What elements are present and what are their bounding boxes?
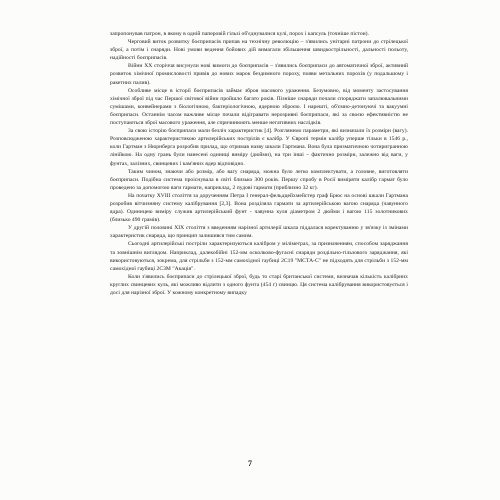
paragraph: Коли з'явились боєприпаси до стрілецької зброї, будь то старі британської системи, визначав кількість калібрних круглих свинцевих куль, які можливо відлити з одного фунта (454 г) свинцю. Ця система калібрування використовується і досі для нарізної зброї. У кожному конкретному випадку: [110, 273, 408, 296]
paragraph: Черговий виток розвитку боєприпасів припав на технічну революцію – з'явились унітарні патрони до стрілецької зброї, а потім і снаряди. Нові умови ведення бойових дій вимагали збільшення швидкострільності, дальності польоту, надійності боєприпасів.: [110, 39, 408, 62]
paragraph: У другій половині XIX століття з введенням нарізної артилерії шкала піддалася коректуванню у зв'язку із змінами характеристик снаряда, що принцип залишився тим самим.: [110, 225, 408, 240]
paragraph: Сьогодні артилерійські постріли характеризуються калібром у міліметрах, за призначенням, способом заряджання та зовнішнім виглядом. Наприклад, далекобійні 152-мм осколково-фугасні снаряди роздільно-гільзового заряджання, які використовуються, зокрема, для стрільби з 152-мм самохідної гаубиці 2С19 "МСТА-С" не підходять для стрільби з 152-мм самохідної гаубиці 2С3М "Акація".: [110, 241, 408, 272]
page-number: 7: [248, 459, 252, 468]
paragraph: запропонував патрон, в якому в одній паперовій гільзі об'єднувалися кулі, порох і капсуль (точніше пістон).: [110, 31, 369, 37]
body-text: [110, 30, 408, 297]
paragraph: За свою історію боєприпаси мали безліч характеристик [4]. Розглянемо параметри, які визначали їх розміри (вагу). Розповсюдженою характеристикою артилерійських пострілів є калібр. У Європі термін калібр уперше тільки в 1546 р., коли Гартман з Нюрнберга розробив прилад, що отримав назву шкали Гартмана. Вона була призматичною чотиригранною лінійкою. На одну грань були нанесені одиниці виміру (дюйми), на три інші – фактично розміри, залежно від ваги, у фунтах, залізних, свинцевих і кам'яних ядер відповідно.: [110, 128, 408, 167]
paragraph: Таким чином, знаючи або розмір, або вагу снаряда, можна було легко комплектувати, а головне, виготовляти боєприпаси. Подібна система проіснувала в світі близько 300 років. Першу спробу в Росії виміряти калібр гармат було проведено за допомогою ваги гармати, наприклад, 2 пудові гармати (приблизно 32 кг).: [110, 168, 408, 191]
paragraph: Війни XX сторіччя висунули нові вимоги до боєприпасів – з'явились боєприпаси до автоматичної зброї, активний розвиток хімічної промисловості привів до нових марок бездимного пороху, появи метальних порохів (у подальшому і ракетних палив).: [110, 63, 408, 86]
paragraph: Особливе місце в історії боєприпасів займає зброя масового ураження. Безумовно, від моменту застосування хімічної зброї під час Першої світової війни пройшло багато років. Пізніше снаряди почали споряджати запалювальними сумішами, конвейнерами з біологічною, бактеріологічною, ядерною зброєю. І нарешті, об'ємно-детонуючі та вакуумні боєприпаси. Останнім часом важливе місце почали відігравати нерозривні боєприпаси, які за своєю ефективністю не поступаються зброї масового ураження, але спричинюють менше негативних наслідків.: [110, 87, 408, 127]
paragraph: На початку XVIII століття за дорученням Петра I генерал-фельдцейхмейстер граф Брюс на основі шкали Гартмана розробив вітчизняну систему калібрування [2,3]. Вона розділяла гармати за артилерійською вагою снаряда (чавунного ядра). Одиницею виміру служив артилерійський фунт - чавунна куля діаметром 2 дюйми і вагою 115 золотникових (близько 490 грамів).: [110, 192, 408, 224]
